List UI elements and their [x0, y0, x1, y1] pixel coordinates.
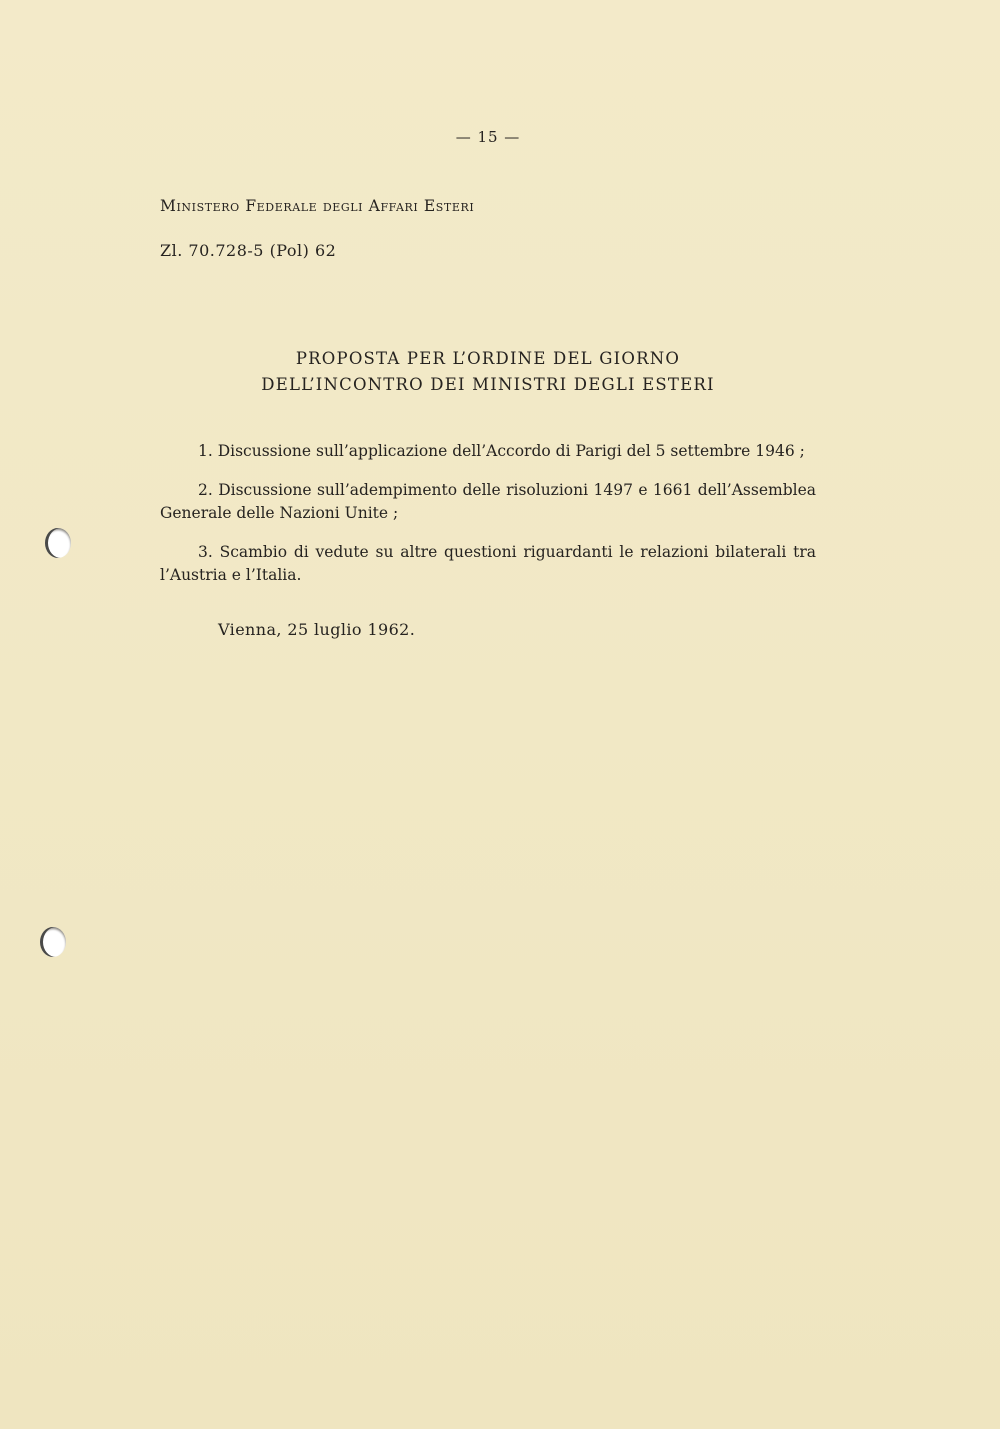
- agenda-item-3: 3. Scambio di vedute su altre questioni riguardanti le relazioni bilaterali tra l’Austria e l’Italia.: [160, 543, 816, 584]
- reference-number: Zl. 70.728-5 (Pol) 62: [160, 241, 337, 260]
- page-number: — 15 —: [455, 128, 521, 146]
- punch-hole-bottom: [40, 927, 66, 957]
- title-line-2: DELL’INCONTRO DEI MINISTRI DEGLI ESTERI: [261, 375, 715, 394]
- agenda-item-2: 2. Discussione sull’adempimento delle risoluzioni 1497 e 1661 dell’Assemblea Generale delle Nazioni Unite ;: [160, 481, 816, 522]
- punch-hole-top: [45, 528, 71, 558]
- place-and-date: Vienna, 25 luglio 1962.: [218, 620, 416, 639]
- document-title: [160, 346, 816, 398]
- agenda-item-1: 1. Discussione sull’applicazione dell’Accordo di Parigi del 5 settembre 1946 ;: [198, 442, 805, 460]
- agenda-list: [160, 440, 816, 603]
- title-line-1: PROPOSTA PER L’ORDINE DEL GIORNO: [295, 349, 681, 368]
- ministry-heading: Ministero Federale degli Affari Esteri: [160, 197, 475, 215]
